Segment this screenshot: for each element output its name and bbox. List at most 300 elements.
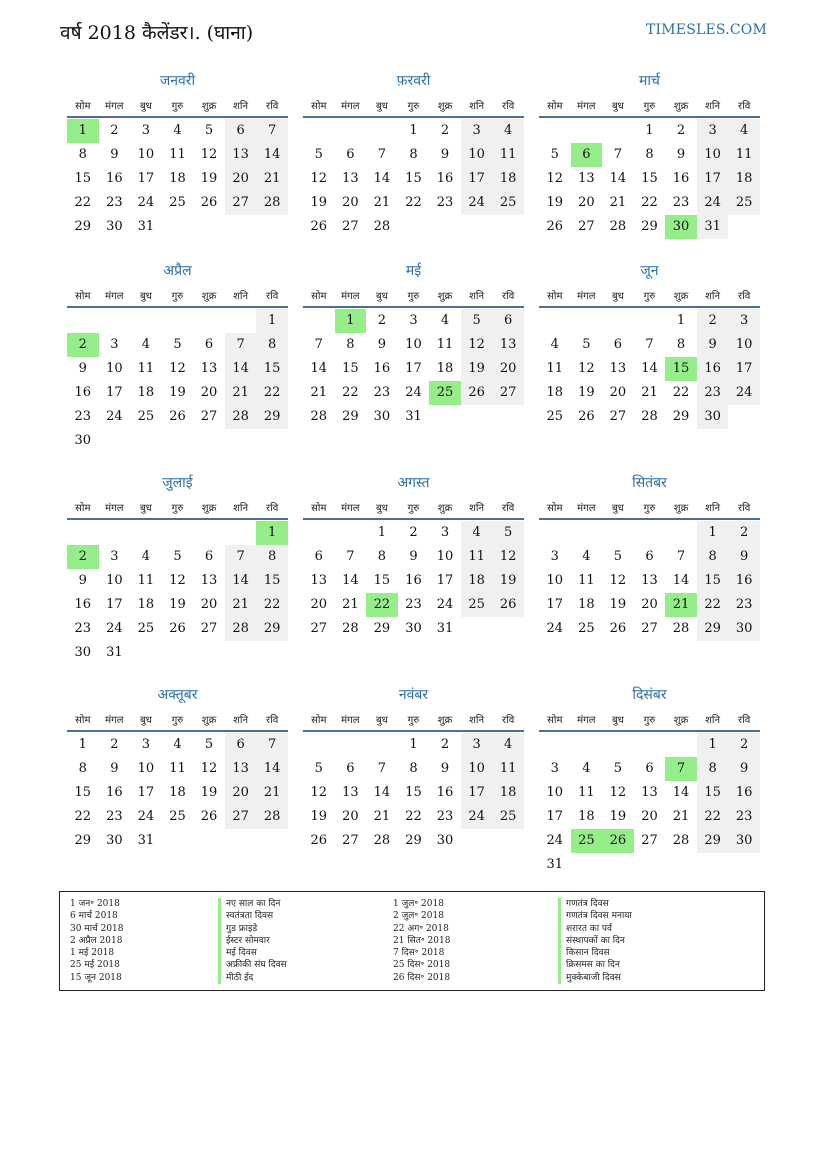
day-cell: 6 bbox=[346, 147, 355, 162]
day-cell: 26 bbox=[169, 621, 186, 636]
day-cell: 31 bbox=[405, 409, 422, 424]
day-cell: 7 bbox=[314, 337, 323, 352]
day-cell: 24 bbox=[137, 809, 155, 824]
day-cell: 2 bbox=[440, 737, 450, 752]
weekday-header bbox=[303, 288, 524, 308]
weekday-label: सोम bbox=[75, 715, 91, 726]
weekday-label: मंगल bbox=[105, 291, 124, 302]
day-cell: 20 bbox=[225, 167, 257, 191]
day-cell: 18 bbox=[492, 781, 524, 805]
holiday-day-cell: 22 bbox=[366, 593, 398, 617]
day-cell: 11 bbox=[169, 761, 186, 776]
day-cell: 27 bbox=[641, 621, 658, 636]
day-cell: 26 bbox=[310, 219, 328, 234]
weekday-label: शुक्र bbox=[437, 715, 453, 726]
day-cell: 21 bbox=[373, 809, 391, 824]
day-cell: 31 bbox=[137, 219, 155, 234]
holiday-date: 22 अग॰ 2018 bbox=[393, 923, 449, 934]
day-cell: 10 bbox=[405, 337, 422, 352]
day-cell: 19 bbox=[310, 195, 328, 210]
holiday-column-name bbox=[218, 898, 287, 984]
weekday-label: गुरु bbox=[643, 715, 656, 726]
holiday-day-cell: 30 bbox=[665, 215, 697, 239]
day-cell: 20 bbox=[225, 781, 257, 805]
site-link[interactable]: TIMESLES.COM bbox=[646, 22, 767, 38]
weekday-label: बुध bbox=[139, 715, 152, 726]
day-cell: 9 bbox=[676, 147, 686, 162]
day-cell: 28 bbox=[672, 621, 690, 636]
weekday-label: गुरु bbox=[643, 101, 656, 112]
day-cell: 18 bbox=[492, 167, 524, 191]
day-cell: 17 bbox=[461, 781, 493, 805]
day-cell: 22 bbox=[74, 195, 92, 210]
day-cell: 21 bbox=[641, 385, 658, 400]
day-cell: 15 bbox=[256, 569, 288, 593]
day-cell: 23 bbox=[373, 385, 391, 400]
weekday-label: बुध bbox=[375, 291, 388, 302]
day-cell: 20 bbox=[641, 809, 658, 824]
day-cell: 26 bbox=[310, 833, 328, 848]
day-cell: 3 bbox=[141, 123, 151, 138]
day-cell: 28 bbox=[641, 409, 658, 424]
day-cell: 14 bbox=[672, 785, 690, 800]
day-cell: 24 bbox=[436, 597, 454, 612]
day-cell: 9 bbox=[110, 761, 119, 776]
holiday-date: 6 मार्च 2018 bbox=[70, 911, 118, 922]
day-cell: 8 bbox=[346, 337, 355, 352]
weekday-header bbox=[539, 288, 760, 308]
day-cell: 29 bbox=[74, 833, 92, 848]
day-cell: 9 bbox=[728, 757, 760, 781]
month-9 bbox=[539, 473, 760, 673]
day-cell: 13 bbox=[200, 361, 218, 376]
weekday-label: गुरु bbox=[643, 291, 656, 302]
month-11 bbox=[303, 685, 524, 885]
day-cell: 11 bbox=[578, 573, 595, 588]
day-cell: 7 bbox=[256, 733, 288, 757]
day-cell: 10 bbox=[137, 147, 155, 162]
day-cell: 14 bbox=[672, 573, 690, 588]
day-cell: 31 bbox=[436, 621, 454, 636]
day-cell: 2 bbox=[728, 733, 760, 757]
day-cell: 22 bbox=[697, 593, 729, 617]
day-cell: 5 bbox=[492, 521, 524, 545]
month-6 bbox=[539, 261, 760, 461]
day-cell: 9 bbox=[78, 361, 87, 376]
weekday-label: मंगल bbox=[577, 291, 596, 302]
weekday-label: रवि bbox=[266, 101, 279, 112]
day-cell: 22 bbox=[405, 195, 422, 210]
day-cell: 19 bbox=[461, 357, 493, 381]
day-cell: 3 bbox=[697, 119, 729, 143]
weekday-header bbox=[539, 98, 760, 118]
day-cell: 12 bbox=[578, 361, 595, 376]
day-cell: 12 bbox=[492, 545, 524, 569]
day-cell: 7 bbox=[225, 333, 257, 357]
day-cell: 24 bbox=[546, 833, 564, 848]
weekday-label: शनि bbox=[469, 291, 485, 302]
day-cell: 16 bbox=[106, 785, 123, 800]
day-cell: 23 bbox=[436, 809, 454, 824]
day-cell: 7 bbox=[377, 147, 387, 162]
day-cell: 25 bbox=[492, 805, 524, 829]
day-cell: 18 bbox=[137, 385, 155, 400]
day-cell: 25 bbox=[169, 809, 186, 824]
day-cell: 26 bbox=[578, 409, 595, 424]
day-cell: 5 bbox=[204, 737, 214, 752]
day-cell: 28 bbox=[672, 833, 690, 848]
day-cell: 3 bbox=[550, 549, 559, 564]
month-name: दिसंबर bbox=[632, 687, 667, 703]
day-cell: 29 bbox=[405, 833, 422, 848]
day-cell: 22 bbox=[256, 381, 288, 405]
day-cell: 23 bbox=[697, 381, 729, 405]
day-cell: 17 bbox=[106, 385, 123, 400]
day-cell: 7 bbox=[645, 337, 654, 352]
day-cell: 27 bbox=[609, 409, 627, 424]
day-cell: 24 bbox=[106, 409, 123, 424]
weekday-label: बुध bbox=[611, 101, 624, 112]
day-cell: 3 bbox=[440, 525, 450, 540]
weekday-label: गुरु bbox=[407, 101, 420, 112]
day-cell: 10 bbox=[106, 573, 123, 588]
day-cell: 17 bbox=[405, 361, 422, 376]
day-cell: 10 bbox=[546, 573, 564, 588]
weekday-label: गुरु bbox=[171, 291, 184, 302]
day-cell: 19 bbox=[310, 809, 328, 824]
weekday-label: मंगल bbox=[577, 503, 596, 514]
holiday-name: गुड फ्राइडे bbox=[218, 923, 287, 935]
weekday-header bbox=[303, 500, 524, 520]
weekday-label: बुध bbox=[139, 503, 152, 514]
weekday-label: मंगल bbox=[341, 101, 360, 112]
day-cell: 23 bbox=[106, 809, 123, 824]
day-cell: 27 bbox=[492, 381, 524, 405]
day-cell: 29 bbox=[256, 405, 288, 429]
day-cell: 3 bbox=[409, 313, 418, 328]
day-cell: 21 bbox=[342, 597, 359, 612]
day-cell: 12 bbox=[310, 171, 328, 186]
weekday-header bbox=[539, 500, 760, 520]
day-cell: 6 bbox=[204, 549, 214, 564]
day-cell: 6 bbox=[314, 549, 323, 564]
weekday-label: शुक्र bbox=[201, 291, 217, 302]
day-cell: 12 bbox=[169, 361, 186, 376]
day-cell: 26 bbox=[546, 219, 564, 234]
day-cell: 25 bbox=[728, 191, 760, 215]
day-cell: 16 bbox=[405, 573, 422, 588]
weekday-label: शुक्र bbox=[673, 291, 689, 302]
weekday-label: रवि bbox=[266, 291, 279, 302]
day-cell: 17 bbox=[546, 809, 564, 824]
day-cell: 23 bbox=[405, 597, 422, 612]
weekday-label: रवि bbox=[266, 503, 279, 514]
day-cell: 29 bbox=[256, 617, 288, 641]
day-cell: 15 bbox=[373, 573, 391, 588]
day-cell: 25 bbox=[578, 621, 595, 636]
weekday-label: शुक्र bbox=[673, 715, 689, 726]
holiday-date: 25 दिस॰ 2018 bbox=[393, 960, 451, 971]
day-cell: 2 bbox=[110, 123, 119, 138]
day-cell: 27 bbox=[200, 621, 218, 636]
day-cell: 1 bbox=[409, 737, 418, 752]
day-cell: 1 bbox=[645, 123, 654, 138]
month-name: अगस्त bbox=[397, 475, 430, 491]
day-cell: 11 bbox=[137, 361, 155, 376]
weekday-label: सोम bbox=[75, 291, 91, 302]
day-cell: 6 bbox=[346, 761, 355, 776]
day-cell: 10 bbox=[436, 549, 454, 564]
day-cell: 1 bbox=[78, 737, 87, 752]
day-cell: 23 bbox=[74, 409, 92, 424]
holiday-date: 7 दिस॰ 2018 bbox=[393, 948, 445, 959]
day-cell: 11 bbox=[578, 785, 595, 800]
day-cell: 23 bbox=[106, 195, 123, 210]
day-cell: 11 bbox=[436, 337, 454, 352]
day-cell: 10 bbox=[728, 333, 760, 357]
day-cell: 24 bbox=[697, 191, 729, 215]
month-name: जून bbox=[640, 263, 659, 279]
day-cell: 5 bbox=[461, 309, 493, 333]
holiday-date: 26 दिस॰ 2018 bbox=[393, 972, 451, 983]
day-cell: 3 bbox=[461, 733, 493, 757]
day-cell: 8 bbox=[676, 337, 686, 352]
day-cell: 5 bbox=[613, 761, 623, 776]
day-cell: 29 bbox=[74, 219, 92, 234]
holiday-date: 1 जन॰ 2018 bbox=[70, 899, 120, 909]
holiday-date: 2 अप्रैल 2018 bbox=[70, 935, 123, 946]
day-cell: 17 bbox=[546, 597, 564, 612]
month-3 bbox=[539, 71, 760, 271]
weekday-label: मंगल bbox=[105, 503, 124, 514]
day-cell: 14 bbox=[609, 171, 627, 186]
day-cell: 2 bbox=[440, 123, 450, 138]
day-cell: 9 bbox=[728, 545, 760, 569]
day-cell: 12 bbox=[461, 333, 493, 357]
day-cell: 18 bbox=[461, 569, 493, 593]
day-cell: 6 bbox=[204, 337, 214, 352]
weekday-label: गुरु bbox=[171, 101, 184, 112]
day-cell: 16 bbox=[436, 785, 454, 800]
day-cell: 10 bbox=[546, 785, 564, 800]
day-cell: 28 bbox=[373, 219, 391, 234]
day-cell: 31 bbox=[137, 833, 155, 848]
holiday-name: मई दिवस bbox=[218, 947, 287, 959]
day-cell: 17 bbox=[461, 167, 493, 191]
day-cell: 19 bbox=[609, 809, 627, 824]
day-cell: 14 bbox=[310, 361, 328, 376]
weekday-label: मंगल bbox=[341, 291, 360, 302]
day-cell: 27 bbox=[310, 621, 328, 636]
weekday-label: शुक्र bbox=[201, 715, 217, 726]
weekday-label: रवि bbox=[266, 715, 279, 726]
weekday-label: शनि bbox=[705, 715, 721, 726]
day-cell: 31 bbox=[106, 645, 123, 660]
holiday-day-cell: 2 bbox=[67, 545, 99, 569]
holiday-date: 30 मार्च 2018 bbox=[70, 923, 124, 934]
day-cell: 28 bbox=[256, 805, 288, 829]
day-cell: 15 bbox=[74, 785, 92, 800]
holiday-day-cell: 2 bbox=[67, 333, 99, 357]
weekday-label: शनि bbox=[233, 291, 249, 302]
day-cell: 9 bbox=[697, 333, 729, 357]
day-cell: 24 bbox=[546, 621, 564, 636]
day-cell: 4 bbox=[550, 337, 559, 352]
day-cell: 8 bbox=[78, 147, 87, 162]
day-cell: 17 bbox=[137, 171, 155, 186]
day-cell: 23 bbox=[436, 195, 454, 210]
day-cell: 8 bbox=[697, 545, 729, 569]
weekday-header bbox=[67, 98, 288, 118]
weekday-label: शुक्र bbox=[201, 503, 217, 514]
day-cell: 23 bbox=[74, 621, 92, 636]
month-name: जनवरी bbox=[159, 73, 196, 89]
weekday-label: रवि bbox=[738, 715, 751, 726]
day-cell: 24 bbox=[106, 621, 123, 636]
weekday-label: मंगल bbox=[105, 715, 124, 726]
day-cell: 13 bbox=[310, 573, 328, 588]
day-cell: 22 bbox=[641, 195, 658, 210]
day-cell: 15 bbox=[641, 171, 658, 186]
day-cell: 4 bbox=[492, 119, 524, 143]
month-12 bbox=[539, 685, 760, 885]
day-cell: 21 bbox=[310, 385, 328, 400]
day-cell: 8 bbox=[78, 761, 87, 776]
holiday-name: मीठी ईद bbox=[218, 972, 287, 984]
day-cell: 13 bbox=[200, 573, 218, 588]
holiday-day-cell: 1 bbox=[256, 521, 288, 545]
day-cell: 4 bbox=[173, 737, 182, 752]
weekday-label: बुध bbox=[139, 101, 152, 112]
weekday-label: सोम bbox=[547, 291, 563, 302]
day-cell: 11 bbox=[492, 143, 524, 167]
day-cell: 9 bbox=[78, 573, 87, 588]
day-cell: 24 bbox=[137, 195, 155, 210]
day-cell: 17 bbox=[728, 357, 760, 381]
day-cell: 3 bbox=[728, 309, 760, 333]
day-cell: 27 bbox=[641, 833, 658, 848]
day-cell: 10 bbox=[106, 361, 123, 376]
day-cell: 5 bbox=[613, 549, 623, 564]
day-cell: 19 bbox=[546, 195, 564, 210]
day-cell: 5 bbox=[314, 761, 323, 776]
holiday-date: 21 सित॰ 2018 bbox=[393, 935, 451, 946]
weekday-label: शुक्र bbox=[673, 101, 689, 112]
day-cell: 16 bbox=[728, 781, 760, 805]
day-cell: 13 bbox=[225, 143, 257, 167]
day-cell: 5 bbox=[550, 147, 559, 162]
holiday-column-date bbox=[393, 898, 450, 984]
day-cell: 19 bbox=[200, 171, 218, 186]
day-cell: 3 bbox=[110, 337, 119, 352]
weekday-label: मंगल bbox=[341, 503, 360, 514]
weekday-label: गुरु bbox=[407, 291, 420, 302]
holiday-name: मुक्केबाजी दिवस bbox=[558, 972, 632, 984]
day-cell: 9 bbox=[440, 147, 450, 162]
day-cell: 31 bbox=[546, 857, 564, 872]
weekday-label: सोम bbox=[311, 101, 327, 112]
month-name: फ़रवरी bbox=[396, 73, 431, 89]
day-cell: 13 bbox=[342, 785, 359, 800]
day-cell: 30 bbox=[728, 617, 760, 641]
day-cell: 19 bbox=[169, 385, 186, 400]
day-cell: 16 bbox=[74, 385, 92, 400]
day-cell: 17 bbox=[106, 597, 123, 612]
day-cell: 27 bbox=[342, 833, 359, 848]
day-cell: 8 bbox=[256, 545, 288, 569]
day-cell: 13 bbox=[609, 361, 627, 376]
day-cell: 18 bbox=[578, 597, 595, 612]
day-cell: 18 bbox=[169, 171, 186, 186]
day-cell: 21 bbox=[256, 781, 288, 805]
day-cell: 19 bbox=[492, 569, 524, 593]
month-10 bbox=[67, 685, 288, 885]
weekday-label: शनि bbox=[233, 101, 249, 112]
day-cell: 12 bbox=[310, 785, 328, 800]
day-cell: 7 bbox=[256, 119, 288, 143]
holiday-name: अफ्रीकी संघ दिवस bbox=[218, 959, 287, 971]
holiday-name: शरारत का पर्व bbox=[558, 923, 632, 935]
day-cell: 11 bbox=[169, 147, 186, 162]
holiday-name: ईस्टर सोमवार bbox=[218, 935, 287, 947]
holiday-date: 25 मई 2018 bbox=[70, 960, 120, 971]
day-cell: 13 bbox=[641, 785, 658, 800]
day-cell: 18 bbox=[169, 785, 186, 800]
day-cell: 1 bbox=[697, 733, 729, 757]
holiday-name: नए साल का दिन bbox=[218, 898, 287, 910]
day-cell: 10 bbox=[137, 761, 155, 776]
day-cell: 15 bbox=[697, 569, 729, 593]
day-cell: 1 bbox=[697, 521, 729, 545]
day-cell: 28 bbox=[225, 617, 257, 641]
day-cell: 11 bbox=[137, 573, 155, 588]
month-name: नवंबर bbox=[398, 687, 429, 703]
day-cell: 8 bbox=[409, 761, 418, 776]
weekday-label: शुक्र bbox=[201, 101, 217, 112]
day-cell: 16 bbox=[728, 569, 760, 593]
weekday-header bbox=[303, 98, 524, 118]
day-cell: 1 bbox=[409, 123, 418, 138]
holiday-day-cell: 25 bbox=[571, 829, 603, 853]
day-cell: 5 bbox=[582, 337, 591, 352]
day-cell: 30 bbox=[106, 833, 123, 848]
day-cell: 27 bbox=[225, 191, 257, 215]
weekday-label: गुरु bbox=[171, 715, 184, 726]
day-cell: 6 bbox=[225, 119, 257, 143]
month-name: सितंबर bbox=[632, 475, 667, 491]
day-cell: 16 bbox=[697, 357, 729, 381]
day-cell: 19 bbox=[169, 597, 186, 612]
month-name: अक्तूबर bbox=[157, 687, 198, 703]
day-cell: 8 bbox=[256, 333, 288, 357]
month-4 bbox=[67, 261, 288, 461]
day-cell: 4 bbox=[440, 313, 450, 328]
weekday-label: सोम bbox=[547, 503, 563, 514]
day-cell: 11 bbox=[546, 361, 564, 376]
day-cell: 20 bbox=[342, 809, 359, 824]
day-cell: 18 bbox=[137, 597, 155, 612]
day-cell: 9 bbox=[377, 337, 387, 352]
day-cell: 8 bbox=[697, 757, 729, 781]
weekday-label: रवि bbox=[502, 101, 515, 112]
holiday-name: गणतंत्र दिवस मनाया bbox=[558, 910, 632, 922]
day-cell: 16 bbox=[672, 171, 690, 186]
day-cell: 17 bbox=[436, 573, 454, 588]
weekday-header bbox=[67, 288, 288, 308]
day-cell: 5 bbox=[173, 337, 182, 352]
weekday-label: सोम bbox=[311, 291, 327, 302]
day-cell: 10 bbox=[461, 143, 493, 167]
